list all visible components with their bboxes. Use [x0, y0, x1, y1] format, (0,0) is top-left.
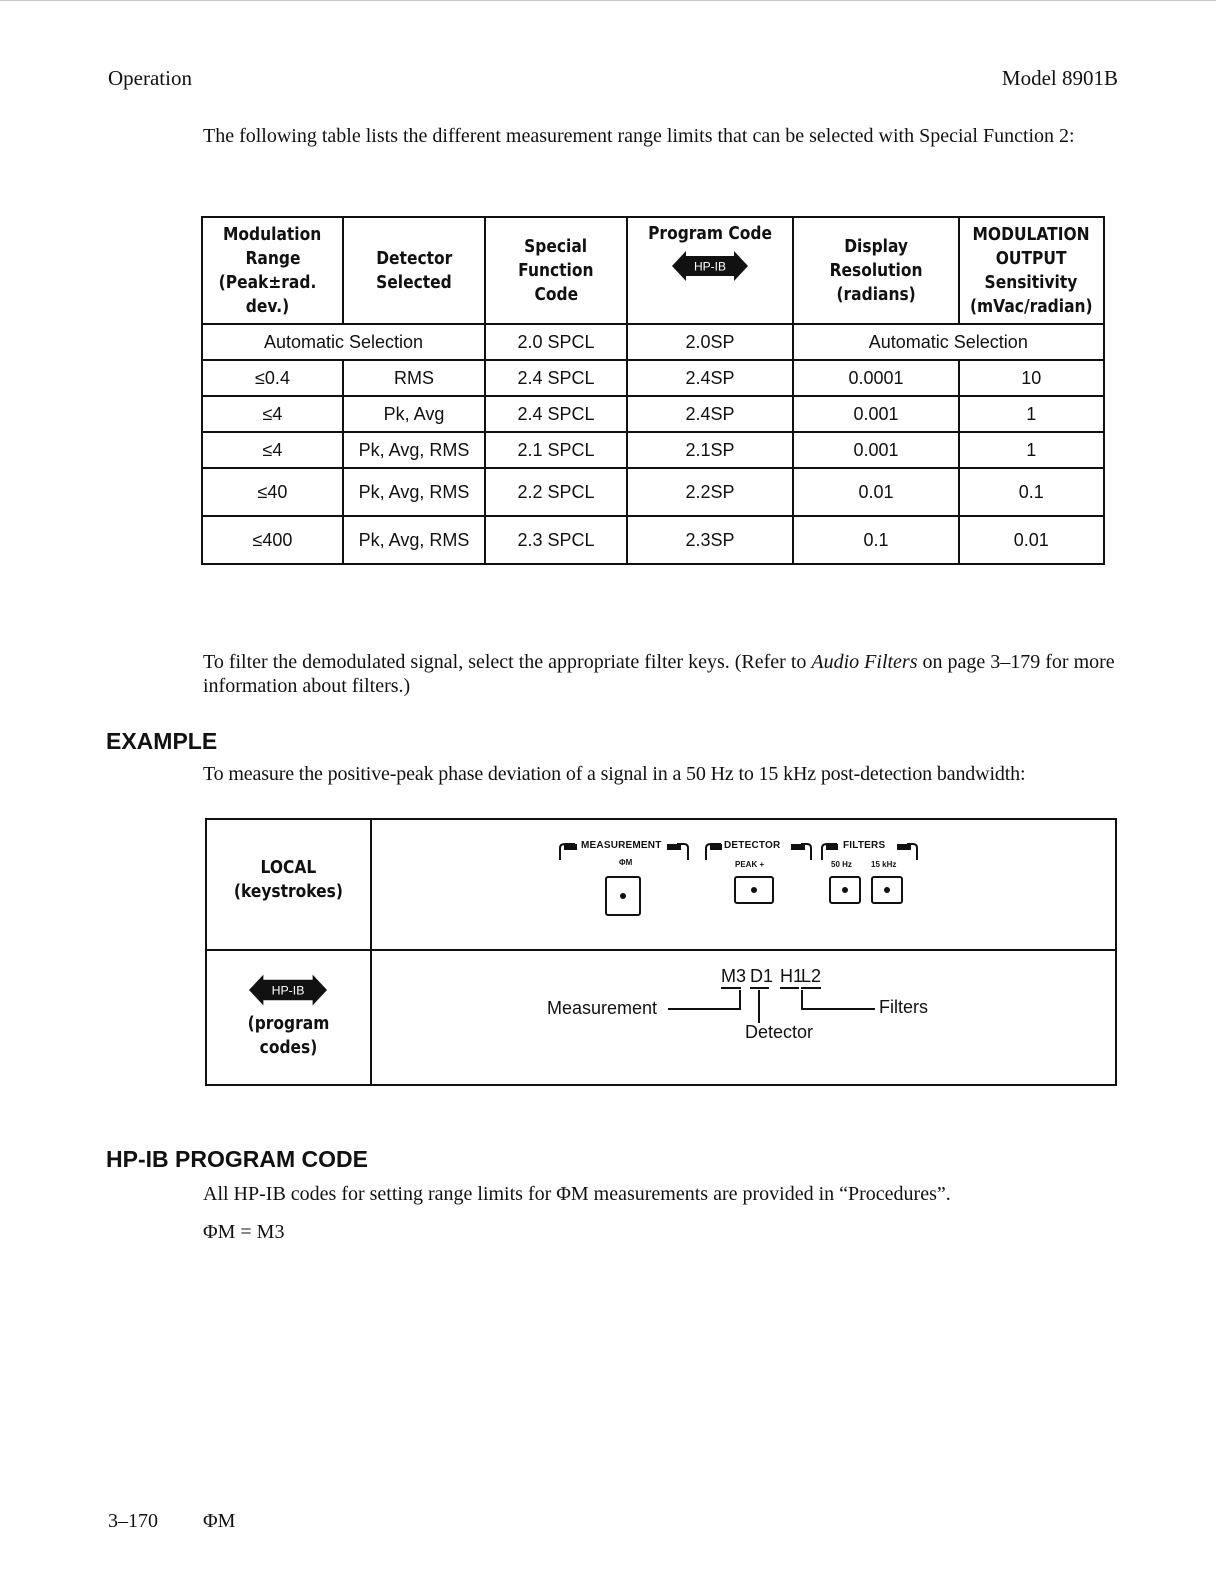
table-row-automatic: [202, 324, 1104, 360]
detector-code-label: Detector: [745, 1022, 814, 1042]
cell-detector: Pk, Avg, RMS: [343, 468, 485, 516]
cell-program: 2.4SP: [627, 396, 793, 432]
page-top-rule: [0, 0, 1216, 1]
auto-selection-right: Automatic Selection: [793, 324, 1104, 360]
measurement-code-label: Measurement: [547, 998, 658, 1018]
cell-detector: RMS: [343, 360, 485, 396]
cell-range: ≤40: [202, 468, 343, 516]
header-special-function-code: Special Function Code: [485, 217, 627, 324]
cell-detector: Pk, Avg, RMS: [343, 516, 485, 564]
filter-15khz-key-label: 15 kHz: [871, 860, 897, 869]
cell-range: ≤400: [202, 516, 343, 564]
cell-program: 2.1SP: [627, 432, 793, 468]
range-limits-table: [201, 216, 1105, 565]
running-header-left: Operation: [108, 66, 192, 90]
filters-code-label: Filters: [879, 997, 928, 1017]
measurement-group-label: MEASUREMENT: [581, 840, 662, 851]
svg-text:HP-IB: HP-IB: [693, 259, 727, 274]
example-box: [205, 818, 1117, 1086]
running-header-right: Model 8901B: [1001, 66, 1118, 90]
filter-paragraph: To filter the demodulated signal, select the appropriate filter keys. (Refer to Audio Filters on page 3–179 for more information about filters.): [203, 651, 1115, 697]
example-heading: EXAMPLE: [106, 728, 218, 754]
filters-group-label: FILTERS: [843, 840, 886, 851]
audio-filters-reference: Audio Filters: [811, 651, 918, 673]
cell-sensitivity: 0.01: [959, 516, 1104, 564]
svg-text:HP-IB: HP-IB: [271, 983, 305, 998]
cell-resolution: 0.0001: [793, 360, 959, 396]
cell-program: 2.4SP: [627, 360, 793, 396]
table-row: [202, 432, 1104, 468]
auto-selection-left: Automatic Selection: [202, 324, 485, 360]
table-row: [202, 360, 1104, 396]
intro-paragraph: The following table lists the different measurement range limits that can be selected with Special Function 2:: [203, 125, 1075, 147]
code-h1: H1: [780, 966, 804, 986]
hpib-arrow-icon: [672, 249, 748, 283]
cell-range: ≤4: [202, 432, 343, 468]
cell-special: 2.1 SPCL: [485, 432, 627, 468]
header-detector-selected: Detector Selected: [343, 217, 485, 324]
hpib-section-text: All HP-IB codes for setting range limits for ΦM measurements are provided in “Procedures”.: [203, 1183, 951, 1205]
program-codes-label: (program codes): [247, 1013, 330, 1058]
table-header-row: [202, 217, 1104, 324]
cell-sensitivity: 1: [959, 432, 1104, 468]
cell-range: ≤0.4: [202, 360, 343, 396]
cell-detector: Pk, Avg: [343, 396, 485, 432]
cell-sensitivity: 10: [959, 360, 1104, 396]
cell-sensitivity: 1: [959, 396, 1104, 432]
detector-group-label: DETECTOR: [724, 840, 781, 851]
example-text: To measure the positive-peak phase deviation of a signal in a 50 Hz to 15 kHz post-detection bandwidth:: [203, 763, 1026, 785]
cell-sensitivity: 0.1: [959, 468, 1104, 516]
cell-special: 2.4 SPCL: [485, 360, 627, 396]
phase-mod-key-label: ΦM: [619, 858, 633, 867]
page-number: 3–170: [108, 1510, 158, 1532]
hpib-equation: ΦM = M3: [203, 1221, 285, 1243]
code-connector-lines: [207, 820, 1119, 1088]
code-m3: M3: [721, 966, 747, 986]
code-d1: D1: [750, 966, 774, 986]
cell-resolution: 0.1: [793, 516, 959, 564]
header-modulation-output: MODULATION OUTPUT Sensitivity (mVac/radian): [959, 217, 1104, 324]
cell-program: 2.3SP: [627, 516, 793, 564]
peak-plus-key-label: PEAK +: [735, 860, 765, 869]
filter-50hz-key-label: 50 Hz: [831, 860, 852, 869]
cell-program: 2.0SP: [627, 324, 793, 360]
footer-title: ΦM: [203, 1510, 236, 1532]
cell-special: 2.0 SPCL: [485, 324, 627, 360]
cell-special: 2.2 SPCL: [485, 468, 627, 516]
cell-special: 2.3 SPCL: [485, 516, 627, 564]
local-keystrokes-label: LOCAL (keystrokes): [233, 857, 344, 902]
hpib-section-heading: HP-IB PROGRAM CODE: [106, 1146, 368, 1172]
header-modulation-range: Modulation Range (Peak±rad. dev.): [202, 217, 343, 324]
cell-special: 2.4 SPCL: [485, 396, 627, 432]
cell-resolution: 0.001: [793, 396, 959, 432]
cell-resolution: 0.01: [793, 468, 959, 516]
cell-detector: Pk, Avg, RMS: [343, 432, 485, 468]
table-row: [202, 516, 1104, 564]
table-row: [202, 396, 1104, 432]
cell-resolution: 0.001: [793, 432, 959, 468]
cell-range: ≤4: [202, 396, 343, 432]
code-l2: L2: [801, 966, 822, 986]
header-display-resolution: Display Resolution (radians): [793, 217, 959, 324]
header-program-code: Program Code HP-IB: [627, 217, 793, 324]
cell-program: 2.2SP: [627, 468, 793, 516]
table-row: [202, 468, 1104, 516]
